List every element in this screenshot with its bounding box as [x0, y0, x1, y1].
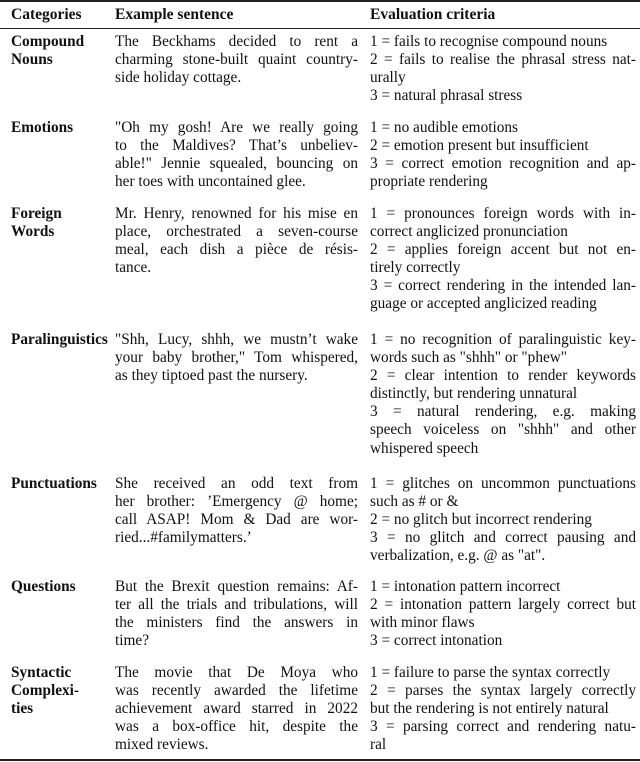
example-cell-line: "Oh my gosh! Are we really going	[115, 119, 358, 136]
example-cell-line: her brother: ’Emergency @ home;	[115, 493, 358, 511]
header-rule	[0, 28, 640, 29]
category-cell-line: Compound	[11, 33, 85, 50]
criteria-cell-line: 2 = applies foreign accent but not en-	[370, 241, 636, 259]
category-cell	[11, 33, 121, 69]
criteria-cell-line: 2 = emotion present but insufficient	[370, 137, 589, 155]
criteria-cell	[370, 33, 636, 105]
criteria-cell-line: guage or accepted anglicized reading	[370, 295, 597, 313]
category-cell-line: Paralinguistics	[11, 331, 108, 348]
category-cell	[11, 119, 121, 137]
example-cell-line: your baby brother," Tom whispered,	[115, 349, 358, 367]
criteria-cell	[370, 119, 636, 191]
criteria-cell-line: 3 = correct emotion recognition and ap-	[370, 155, 636, 173]
example-cell-line: was a box-office hit, despite the	[115, 718, 358, 736]
criteria-cell-line: 3 = correct rendering in the intended lan-	[370, 277, 636, 295]
criteria-cell-line: 3 = parsing correct and rendering natu-	[370, 718, 636, 736]
example-cell-line: place, orchestrated a seven-course	[115, 223, 358, 241]
bottom-rule	[0, 759, 640, 761]
example-cell	[115, 664, 358, 754]
example-cell-line: her toes with uncontained glee.	[115, 173, 306, 191]
criteria-cell-line: 1 = glitches on uncommon punctuations	[370, 475, 636, 492]
criteria-cell-line: but the rendering is not entirely natural	[370, 700, 609, 718]
example-cell-line: tance.	[115, 259, 152, 277]
criteria-cell-line: 1 = no recognition of paralinguistic key-	[370, 331, 636, 348]
criteria-cell-line: 3 = no glitch and correct pausing and	[370, 529, 636, 547]
category-cell-line: Emotions	[11, 119, 74, 136]
criteria-cell-line: 2 = intonation pattern largely correct but	[370, 596, 636, 614]
criteria-cell-line: whispered speech	[370, 439, 479, 457]
criteria-cell-line: words such as "shhh" or "phew"	[370, 349, 568, 367]
criteria-cell-line: 1 = fails to recognise compound nouns	[370, 33, 608, 50]
criteria-cell-line: distinctly, but rendering unnatural	[370, 385, 578, 403]
criteria-cell-line: 2 = fails to realise the phrasal stress nat-	[370, 51, 636, 69]
example-cell-line: as they tiptoed past the nursery.	[115, 367, 308, 385]
criteria-cell-line: with minor flaws	[370, 614, 475, 632]
example-cell	[115, 475, 358, 547]
top-rule	[0, 0, 640, 2]
criteria-cell	[370, 331, 636, 458]
criteria-cell-line: 1 = failure to parse the syntax correctly	[370, 664, 611, 681]
example-cell-line: Mr. Henry, renowned for his mise en	[115, 205, 358, 222]
header-example-sentence: Example sentence	[115, 6, 234, 23]
example-cell-line: was recently awarded the lifetime	[115, 682, 358, 700]
category-cell-line: Punctuations	[11, 475, 97, 492]
criteria-cell	[370, 578, 636, 650]
example-cell-line: charming stone-built quaint country-	[115, 51, 358, 69]
category-cell-line: Syntactic	[11, 664, 72, 681]
category-cell	[11, 664, 121, 718]
criteria-cell-line: 3 = correct intonation	[370, 632, 503, 650]
criteria-cell	[370, 475, 636, 565]
example-cell-line: able!" Jennie squealed, bouncing on	[115, 155, 358, 173]
category-cell	[11, 578, 121, 596]
category-cell	[11, 205, 121, 241]
criteria-cell	[370, 664, 636, 754]
criteria-cell-line: 1 = no audible emotions	[370, 119, 518, 136]
example-cell-line: the ministers find the answers in	[115, 614, 358, 632]
example-cell-line: mixed reviews.	[115, 736, 209, 754]
example-cell-line: side holiday cottage.	[115, 69, 242, 87]
example-cell-line: ried...#familymatters.’	[115, 529, 252, 547]
criteria-cell-line: 3 = natural rendering, e.g. making	[370, 403, 636, 421]
example-cell-line: ter all the trials and tribulations, will	[115, 596, 358, 614]
category-cell-line: ties	[11, 700, 34, 718]
criteria-cell-line: ral	[370, 736, 387, 754]
example-cell	[115, 578, 358, 650]
category-cell-line: Foreign	[11, 205, 62, 222]
criteria-cell-line: speech voiceless on "shhh" and other	[370, 421, 636, 439]
criteria-cell-line: correct anglicized pronunciation	[370, 223, 568, 241]
category-cell-line: Complexi-	[11, 682, 79, 700]
example-cell	[115, 119, 358, 191]
criteria-cell-line: tirely correctly	[370, 259, 461, 277]
criteria-cell-line: 2 = no glitch but incorrect rendering	[370, 511, 592, 529]
criteria-cell-line: verbalization, e.g. @ as "at".	[370, 547, 546, 565]
criteria-cell-line: urally	[370, 69, 406, 87]
category-cell-line: Words	[11, 223, 55, 241]
category-cell	[11, 475, 121, 493]
category-cell-line: Questions	[11, 578, 76, 595]
example-cell-line: to the Maldives? That’s unbeliev-	[115, 137, 358, 155]
criteria-cell-line: 2 = parses the syntax largely correctly	[370, 682, 636, 700]
example-cell-line: time?	[115, 632, 149, 650]
example-cell-line: meal, each dish a pièce de résis-	[115, 241, 358, 259]
category-cell-line: Nouns	[11, 51, 53, 69]
example-cell-line: "Shh, Lucy, shhh, we mustn’t wake	[115, 331, 358, 348]
example-cell-line: achievement award starred in 2022	[115, 700, 358, 718]
example-cell	[115, 331, 358, 385]
header-evaluation-criteria: Evaluation criteria	[370, 6, 496, 23]
criteria-cell-line: 3 = natural phrasal stress	[370, 87, 523, 105]
criteria-cell-line: 1 = intonation pattern incorrect	[370, 578, 561, 595]
criteria-cell-line: 1 = pronounces foreign words with in-	[370, 205, 636, 222]
example-cell-line: call ASAP! Mom & Dad are wor-	[115, 511, 358, 529]
example-cell	[115, 205, 358, 277]
criteria-cell-line: propriate rendering	[370, 173, 488, 191]
criteria-cell-line: 2 = clear intention to render keywords	[370, 367, 636, 385]
example-cell-line: The movie that De Moya who	[115, 664, 358, 681]
example-cell-line: She received an odd text from	[115, 475, 358, 492]
example-cell-line: But the Brexit question remains: Af-	[115, 578, 358, 595]
criteria-cell	[370, 205, 636, 314]
example-cell	[115, 33, 358, 87]
criteria-cell-line: such as # or &	[370, 493, 459, 511]
category-cell	[11, 331, 121, 349]
example-cell-line: The Beckhams decided to rent a	[115, 33, 358, 50]
header-categories: Categories	[11, 6, 82, 23]
